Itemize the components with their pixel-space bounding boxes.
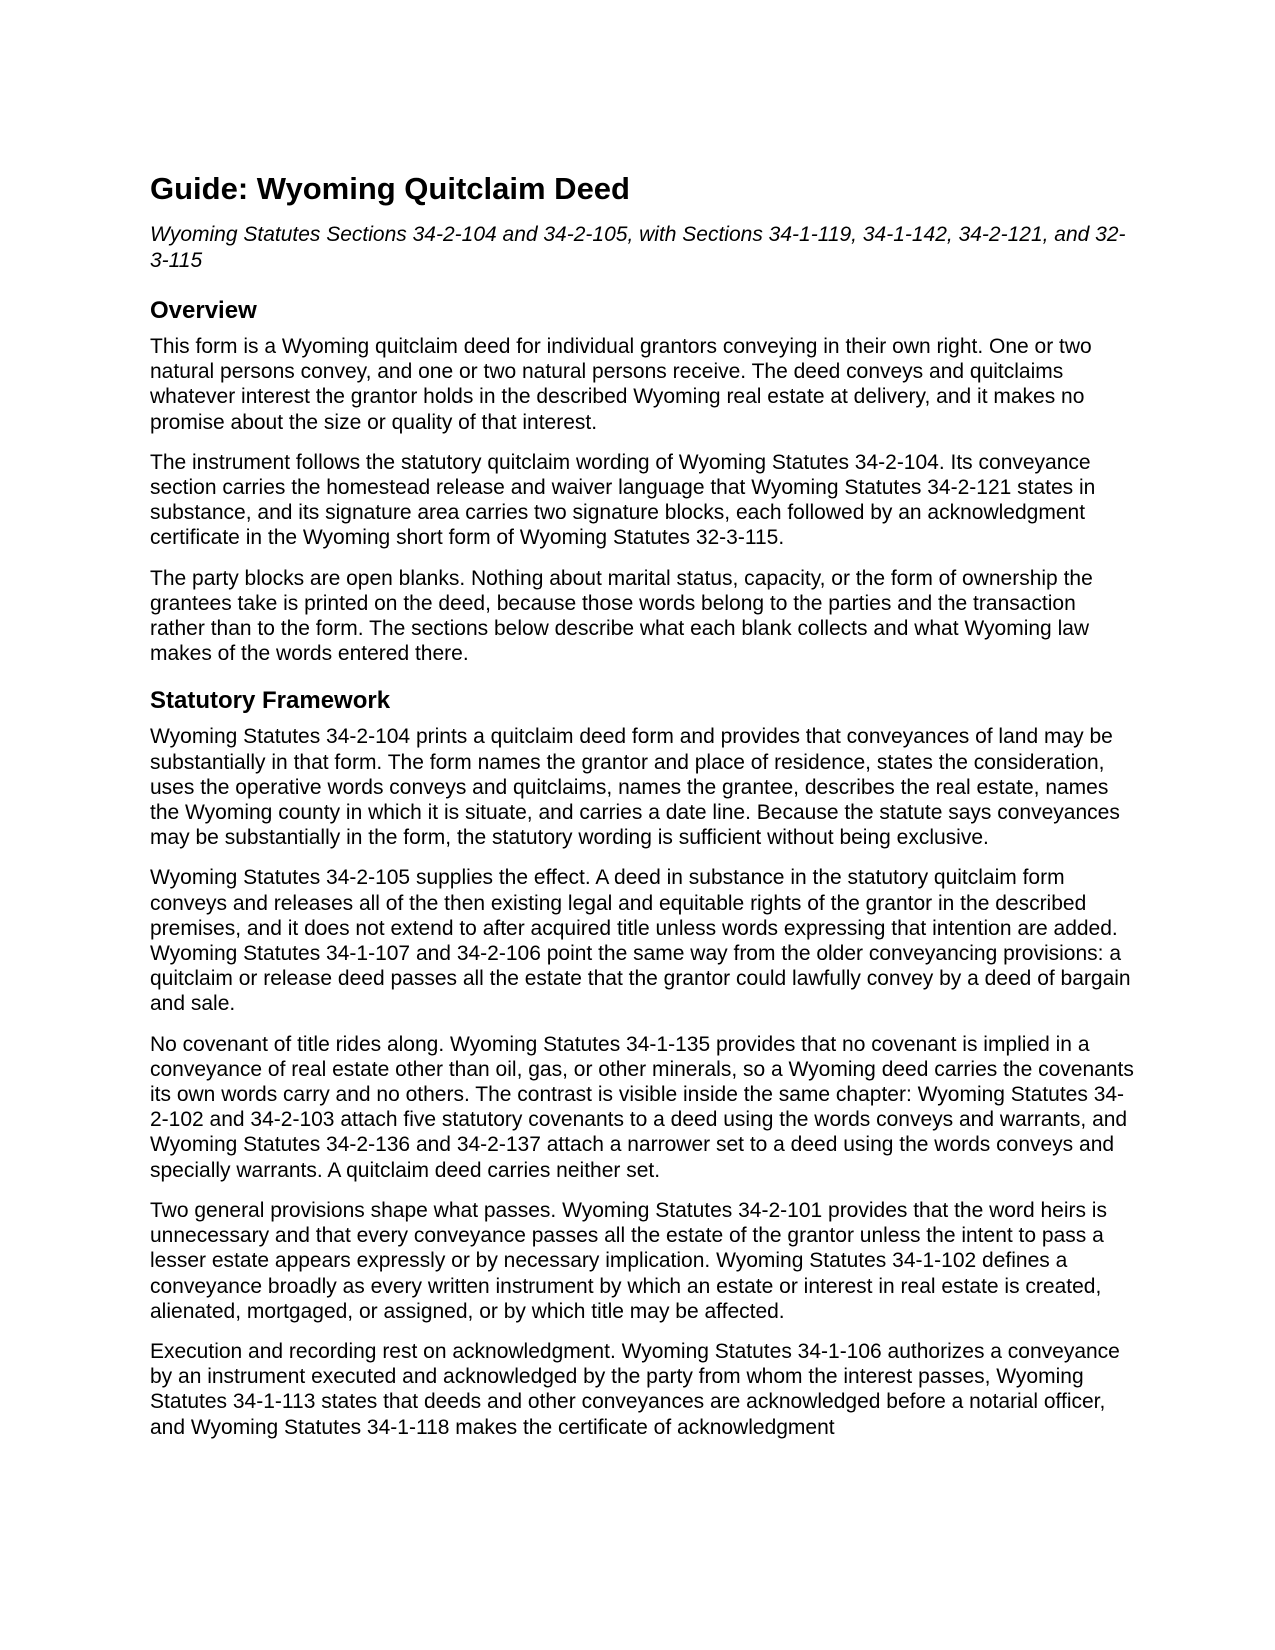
paragraph: Execution and recording rest on acknowledgment. Wyoming Statutes 34-1-106 authorizes a conveyance by an instrument executed and acknowledged by the party from whom the interest passes, Wyoming Statutes 34-1-113 states that deeds and other conveyances are acknowledged before a notarial officer, and Wyoming Statutes 34-1-118 makes the certificate of acknowledgment <box>150 1339 1120 1439</box>
paragraph: The party blocks are open blanks. Nothing about marital status, capacity, or the form of ownership the grantees take is printed on the deed, because those words belong to the parties and the transaction rather than to the form. The sections below describe what each blank collects and what Wyoming law makes of the words entered there. <box>150 566 1093 666</box>
section-overview <box>150 296 1135 666</box>
section-heading: Overview <box>150 297 257 324</box>
section-heading: Statutory Framework <box>150 687 391 715</box>
section-statutory-framework <box>150 686 1135 1439</box>
paragraph: No covenant of title rides along. Wyoming Statutes 34-1-135 provides that no covenant is implied in a conveyance of real estate other than oil, gas, or other minerals, so a Wyoming deed carries the covenants its own words carry and no others. The contrast is visible inside the same chapter: Wyoming Statutes 34-2-102 and 34-2-103 attach five statutory covenants to a deed using the words conveys and warrants, and Wyoming Statutes 34-2-136 and 34-2-137 attach a narrower set to a deed using the words conveys and specially warrants. A quitclaim deed carries neither set. <box>150 1032 1134 1182</box>
paragraph: The instrument follows the statutory quitclaim wording of Wyoming Statutes 34-2-104. Its conveyance section carries the homestead release and waiver language that Wyoming Statutes 34-2-121 states in substance, and its signature area carries two signature blocks, each followed by an acknowledgment certificate in the Wyoming short form of Wyoming Statutes 32-3-115. <box>150 450 1096 550</box>
paragraph: This form is a Wyoming quitclaim deed for individual grantors conveying in their own right. One or two natural persons convey, and one or two natural persons receive. The deed conveys and quitclaims whatever interest the grantor holds in the described Wyoming real estate at delivery, and it makes no promise about the size or quality of that interest. <box>150 335 1092 434</box>
paragraph: Wyoming Statutes 34-2-104 prints a quitclaim deed form and provides that conveyances of land may be substantially in that form. The form names the grantor and place of residence, states the consideration, uses the operative words conveys and quitclaims, names the grantee, describes the real estate, names the Wyoming county in which it is situate, and carries a date line. Because the statute says conveyances may be substantially in the form, the statutory wording is sufficient without being exclusive. <box>150 725 1120 850</box>
document-page <box>150 170 1135 1455</box>
paragraph: Wyoming Statutes 34-2-105 supplies the effect. A deed in substance in the statutory quitclaim form conveys and releases all of the then existing legal and equitable rights of the grantor in the described premises, and it does not extend to after acquired title unless words expressing that intention are added. Wyoming Statutes 34-1-107 and 34-2-106 point the same way from the older conveyancing provisions: a quitclaim or release deed passes all the estate that the grantor could lawfully convey by a deed of bargain and sale. <box>150 866 1131 1016</box>
document-subtitle: Wyoming Statutes Sections 34-2-104 and 34-2-105, with Sections 34-1-119, 34-1-142, 34-2-121, and 32-3-115 <box>150 223 1126 272</box>
paragraph: Two general provisions shape what passes. Wyoming Statutes 34-2-101 provides that the word heirs is unnecessary and that every conveyance passes all the estate of the grantor unless the intent to pass a lesser estate appears expressly or by necessary implication. Wyoming Statutes 34-1-102 defines a conveyance broadly as every written instrument by which an estate or interest in real estate is created, alienated, mortgaged, or assigned, or by which title may be affected. <box>150 1198 1107 1323</box>
document-title: Guide: Wyoming Quitclaim Deed <box>150 171 630 206</box>
